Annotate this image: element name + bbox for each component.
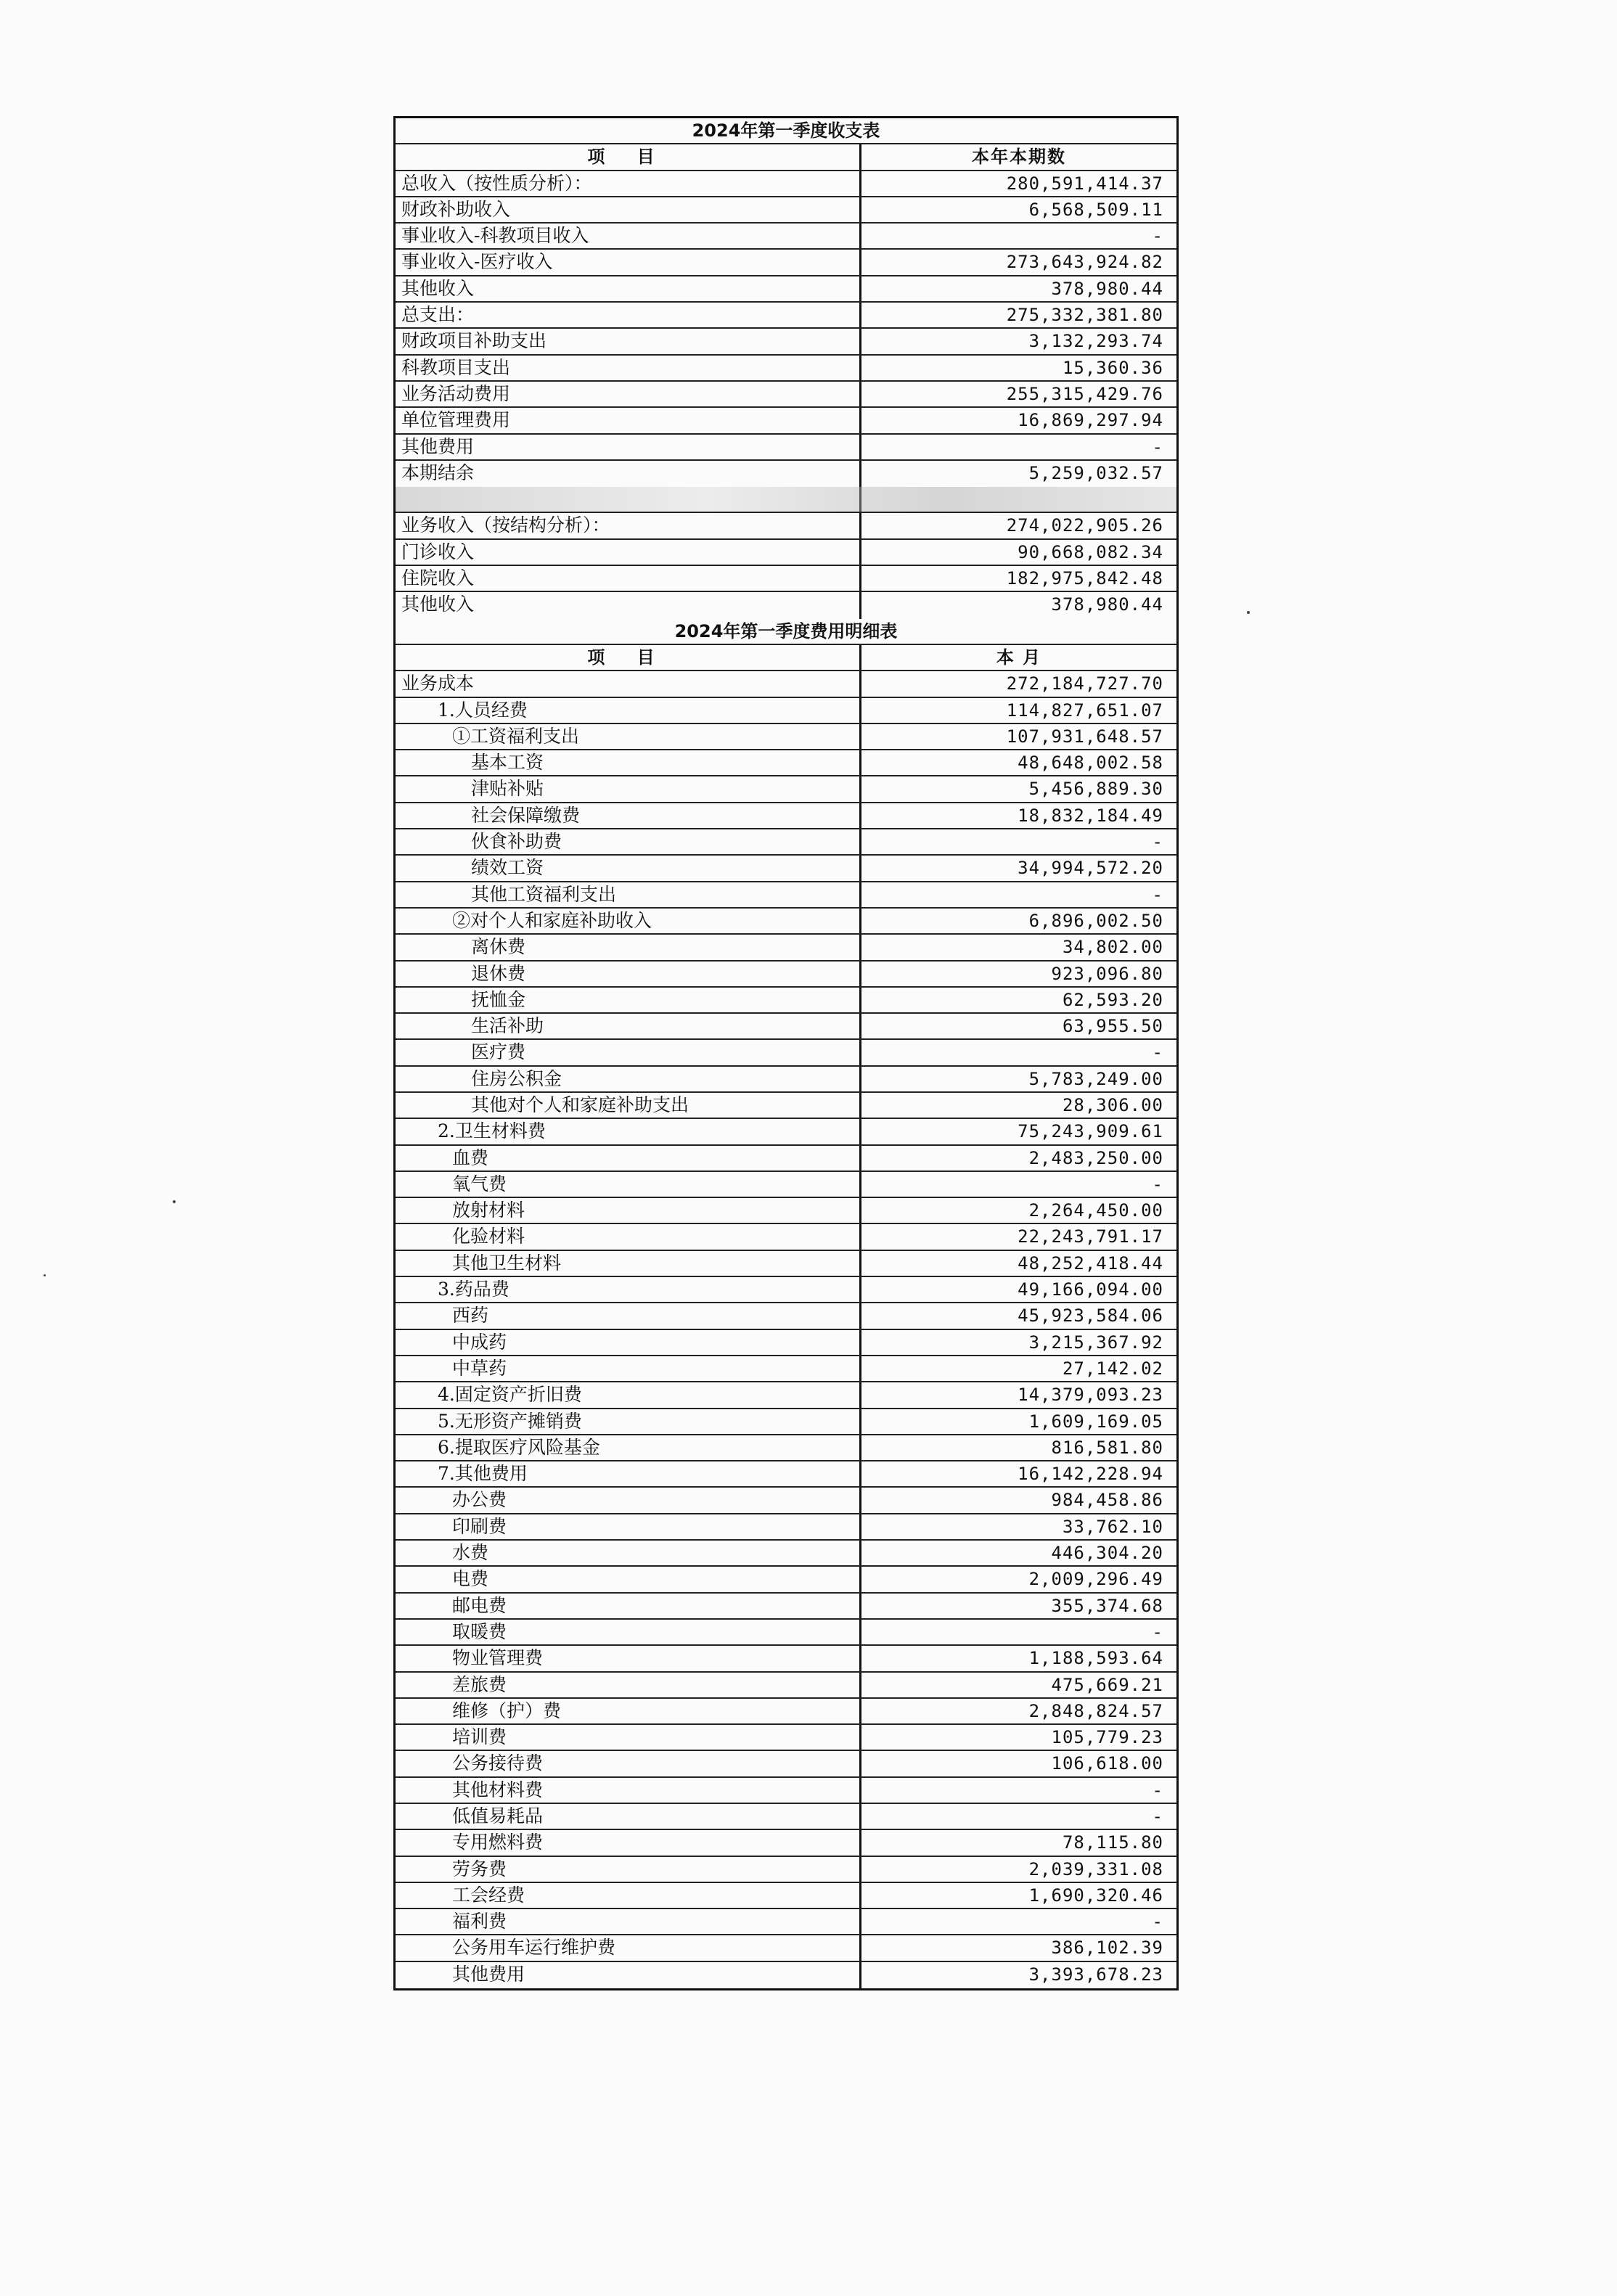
row-value: 16,142,228.94 [1018,1464,1163,1485]
table-row [396,540,1176,566]
table-row [396,776,1176,803]
income-table-title-row [396,118,1176,144]
table-row [396,1699,1176,1725]
table-row [396,962,1176,988]
row-label: 工会经费 [396,1883,861,1908]
expense-table-title: 2024年第一季度费用明细表 [674,620,898,641]
row-value: - [1152,1806,1163,1826]
table-row [396,329,1176,355]
row-label: 化验材料 [396,1224,861,1249]
row-label: 本期结余 [396,461,861,487]
row-label: 放射材料 [396,1198,861,1223]
row-value: 3,132,293.74 [1028,331,1163,352]
row-label: 科教项目支出 [396,356,861,380]
row-value: 48,252,418.44 [1018,1252,1163,1274]
row-value: - [1152,1042,1163,1063]
row-label: 培训费 [396,1725,861,1750]
row-value: - [1152,1173,1163,1194]
row-value: 386,102.39 [1051,1938,1163,1959]
row-value: - [1152,832,1163,853]
row-label: 劳务费 [396,1857,861,1882]
row-value: - [1152,226,1163,247]
income-structure-rows [396,513,1176,618]
row-value: 34,994,572.20 [1018,858,1163,879]
row-label: 财政项目补助支出 [396,329,861,353]
row-label: 业务成本 [396,671,861,696]
income-header-amount: 本年本期数 [972,147,1066,168]
row-label: 4.固定资产折旧费 [396,1382,861,1407]
row-value: 62,593.20 [1062,989,1163,1010]
table-row [396,1541,1176,1567]
row-label: 专用燃料费 [396,1830,861,1855]
row-label: 中成药 [396,1330,861,1355]
table-row [396,1962,1176,1988]
row-value: 272,184,727.70 [1006,673,1163,694]
table-row [396,671,1176,697]
row-value: 1,188,593.64 [1028,1648,1163,1669]
table-row [396,935,1176,961]
table-row [396,197,1176,224]
table-row [396,1198,1176,1224]
row-value: 2,848,824.57 [1028,1700,1163,1721]
table-row [396,1673,1176,1699]
row-label: 水费 [396,1541,861,1565]
row-value: 5,783,249.00 [1028,1068,1163,1089]
table-row [396,1277,1176,1303]
row-value: 255,315,429.76 [1006,383,1163,404]
table-row [396,1093,1176,1119]
row-value: 106,618.00 [1051,1753,1163,1774]
row-label: 绩效工资 [396,856,861,880]
table-row [396,592,1176,618]
row-value: 27,142.02 [1062,1358,1163,1379]
table-row [396,1488,1176,1514]
row-label: 事业收入-医疗收入 [396,250,861,274]
row-label: 办公费 [396,1488,861,1512]
row-label: 其他收入 [396,592,861,618]
row-value: 273,643,924.82 [1006,252,1163,273]
row-label: 1.人员经费 [396,698,861,723]
row-label: 西药 [396,1303,861,1328]
row-label: 电费 [396,1567,861,1591]
row-value: 274,022,905.26 [1006,515,1163,536]
row-value: 275,332,381.80 [1006,305,1163,326]
table-row [396,224,1176,250]
row-label: 6.提取医疗风险基金 [396,1435,861,1460]
table-row [396,698,1176,724]
row-value: 6,568,509.11 [1028,199,1163,220]
table-row [396,250,1176,276]
row-value: 182,975,842.48 [1006,568,1163,589]
row-label: 3.药品费 [396,1277,861,1302]
row-label: 低值易耗品 [396,1804,861,1829]
row-value: 475,669.21 [1051,1674,1163,1695]
separator-row [396,487,1176,513]
row-label: 公务接待费 [396,1751,861,1776]
table-row [396,1435,1176,1461]
row-label: ①工资福利支出 [396,724,861,749]
income-table-header [396,144,1176,171]
table-row [396,1514,1176,1541]
table-row [396,909,1176,935]
table-row [396,382,1176,408]
table-row [396,1751,1176,1777]
row-label: 印刷费 [396,1514,861,1539]
table-row [396,276,1176,303]
row-label: 单位管理费用 [396,408,861,432]
row-value: 446,304.20 [1051,1543,1163,1564]
row-label: 抚恤金 [396,988,861,1012]
table-row [396,435,1176,461]
row-value: 816,581.80 [1051,1437,1163,1458]
row-label: 福利费 [396,1909,861,1934]
row-value: 2,009,296.49 [1028,1569,1163,1590]
table-row [396,1935,1176,1961]
row-label: 总收入（按性质分析）： [396,171,861,196]
table-row [396,1830,1176,1856]
row-label: 物业管理费 [396,1646,861,1670]
row-value: 28,306.00 [1062,1094,1163,1115]
row-label: 津贴补贴 [396,776,861,801]
table-row [396,171,1176,197]
row-label: 其他费用 [396,435,861,459]
row-label: 取暖费 [396,1620,861,1644]
row-label: 其他收入 [396,276,861,301]
table-row [396,1119,1176,1145]
row-value: 15,360.36 [1062,357,1163,378]
table-row [396,408,1176,434]
row-value: 16,869,297.94 [1018,410,1163,431]
expense-header-amount: 本 月 [996,647,1042,668]
row-value: 923,096.80 [1051,963,1163,984]
row-label: 2.卫生材料费 [396,1119,861,1144]
income-table-title: 2024年第一季度收支表 [692,120,880,141]
expense-rows [396,671,1176,1988]
table-row [396,1594,1176,1620]
row-value: 18,832,184.49 [1018,805,1163,826]
row-label: 其他卫生材料 [396,1251,861,1276]
row-value: 78,115.80 [1062,1832,1163,1853]
row-value: - [1152,1779,1163,1800]
table-row [396,1567,1176,1593]
table-row [396,1067,1176,1093]
row-value: 1,609,169.05 [1028,1411,1163,1432]
row-value: - [1152,436,1163,457]
table-row [396,461,1176,487]
row-value: 34,802.00 [1062,937,1163,958]
row-label: 5.无形资产摊销费 [396,1409,861,1434]
row-value: 107,931,648.57 [1006,726,1163,747]
row-value: 33,762.10 [1062,1516,1163,1537]
table-row [396,1330,1176,1356]
table-row [396,750,1176,776]
row-label: 基本工资 [396,750,861,775]
row-label: 事业收入-科教项目收入 [396,224,861,248]
table-row [396,1303,1176,1329]
table-row [396,724,1176,750]
row-value: 2,264,450.00 [1028,1200,1163,1221]
row-value: 355,374.68 [1051,1595,1163,1616]
row-value: 49,166,094.00 [1018,1279,1163,1300]
table-row [396,1909,1176,1935]
table-row [396,1646,1176,1672]
row-label: 差旅费 [396,1673,861,1697]
row-label: 业务活动费用 [396,382,861,406]
table-row [396,856,1176,882]
row-label: ②对个人和家庭补助收入 [396,909,861,933]
row-value: 378,980.44 [1051,594,1163,615]
table-row [396,1620,1176,1646]
table-row [396,1172,1176,1198]
row-label: 住院收入 [396,566,861,591]
table-row [396,1224,1176,1250]
row-value: 75,243,909.61 [1018,1121,1163,1142]
row-label: 氧气费 [396,1172,861,1197]
table-row [396,1014,1176,1040]
income-header-item: 项 目 [396,144,861,169]
table-row [396,1883,1176,1909]
row-value: 984,458.86 [1051,1490,1163,1511]
table-row [396,1409,1176,1435]
row-value: 114,827,651.07 [1006,700,1163,721]
table-row [396,1857,1176,1883]
row-value: 5,259,032.57 [1028,462,1163,483]
table-row [396,829,1176,856]
row-label: 维修（护）费 [396,1699,861,1723]
row-value: 6,896,002.50 [1028,910,1163,931]
income-rows [396,171,1176,488]
row-value: 63,955.50 [1062,1016,1163,1037]
row-label: 财政补助收入 [396,197,861,222]
row-label: 邮电费 [396,1594,861,1618]
row-value: - [1152,1911,1163,1932]
row-value: 3,393,678.23 [1028,1964,1163,1985]
table-row [396,882,1176,909]
table-row [396,356,1176,382]
row-label: 业务收入（按结构分析）： [396,513,861,538]
table-row [396,1382,1176,1409]
row-value: 1,690,320.46 [1028,1885,1163,1906]
row-label: 公务用车运行维护费 [396,1935,861,1960]
row-value: 90,668,082.34 [1018,541,1163,562]
row-value: 48,648,002.58 [1018,753,1163,774]
row-label: 住房公积金 [396,1067,861,1091]
row-value: 3,215,367.92 [1028,1332,1163,1353]
table-row [396,303,1176,329]
row-label: 社会保障缴费 [396,803,861,828]
table-row [396,1146,1176,1172]
expense-table-header [396,645,1176,671]
table-row [396,988,1176,1014]
table-row [396,1356,1176,1382]
table-row [396,1804,1176,1830]
report-sheet [393,116,1179,1990]
row-value: 105,779.23 [1051,1727,1163,1748]
row-value: - [1152,884,1163,905]
row-label: 其他材料费 [396,1778,861,1803]
row-label: 离休费 [396,935,861,959]
row-label: 门诊收入 [396,540,861,565]
table-row [396,1461,1176,1488]
scan-speck [1247,611,1250,614]
row-value: 378,980.44 [1051,278,1163,299]
row-label: 中草药 [396,1356,861,1381]
expense-header-item: 项 目 [396,645,861,670]
row-label: 总支出： [396,303,861,327]
row-value: 5,456,889.30 [1028,779,1163,800]
row-label: 生活补助 [396,1014,861,1038]
scan-speck [44,1274,46,1276]
row-value: 280,591,414.37 [1006,173,1163,194]
table-row [396,1251,1176,1277]
row-label: 医疗费 [396,1040,861,1065]
row-label: 伙食补助费 [396,829,861,854]
table-row [396,513,1176,539]
table-row [396,566,1176,592]
table-row [396,803,1176,829]
table-row [396,1778,1176,1804]
table-row [396,1725,1176,1751]
row-value: 45,923,584.06 [1018,1305,1163,1327]
row-value: 2,039,331.08 [1028,1858,1163,1879]
row-label: 其他费用 [396,1962,861,1988]
row-label: 7.其他费用 [396,1461,861,1486]
row-label: 退休费 [396,962,861,986]
row-label: 血费 [396,1146,861,1170]
expense-table-title-row [396,619,1176,645]
row-value: 2,483,250.00 [1028,1147,1163,1168]
row-label: 其他工资福利支出 [396,882,861,907]
row-label: 其他对个人和家庭补助支出 [396,1093,861,1118]
row-value: 14,379,093.23 [1018,1385,1163,1406]
scan-speck [173,1200,176,1203]
row-value: 22,243,791.17 [1018,1226,1163,1247]
table-row [396,1040,1176,1066]
row-value: - [1152,1621,1163,1642]
